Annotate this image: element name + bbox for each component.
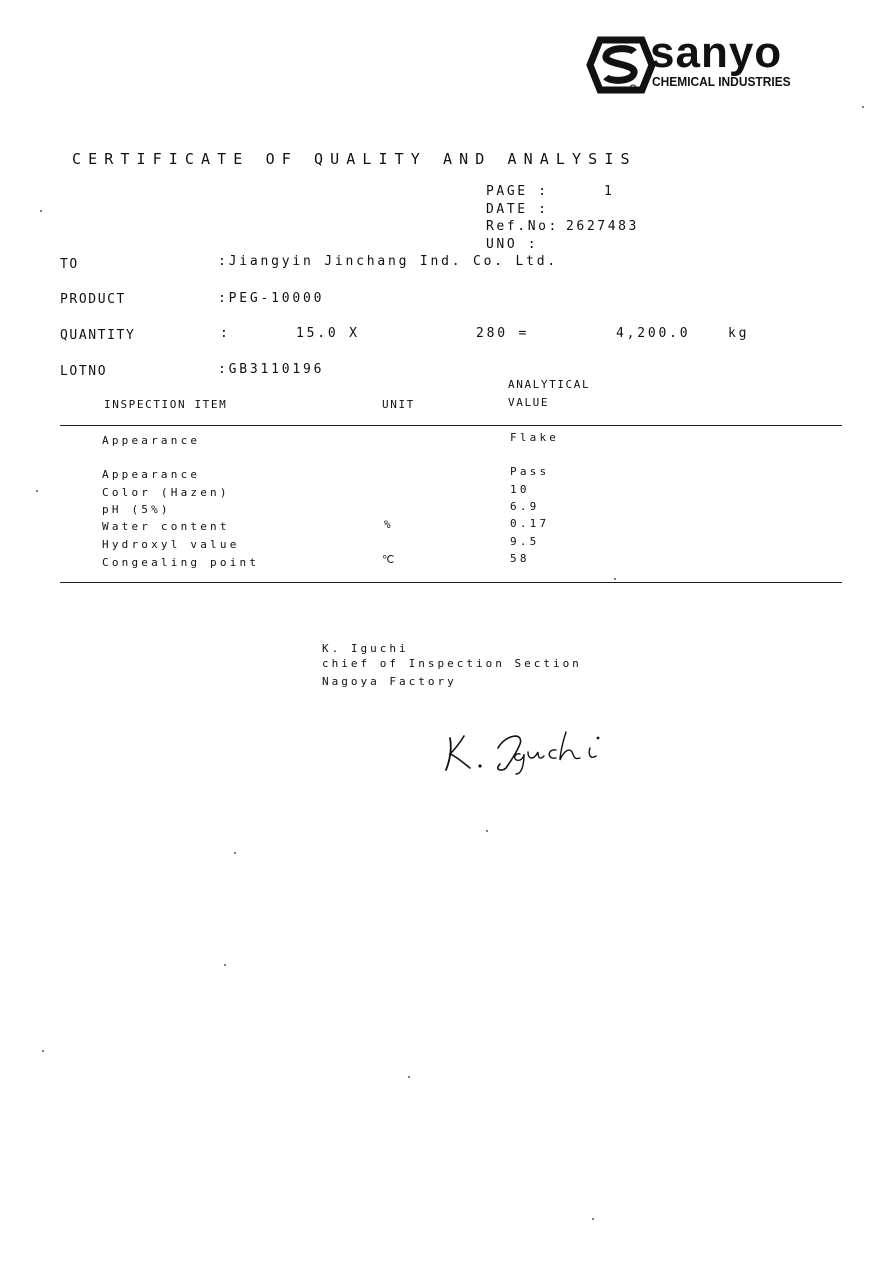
to-value: :Jiangyin Jinchang Ind. Co. Ltd.	[218, 254, 559, 269]
logo-subtitle: CHEMICAL INDUSTRIES	[652, 74, 791, 89]
table-bottom-rule	[60, 582, 842, 583]
scan-speck	[614, 578, 616, 580]
row-3-item: Color (Hazen)	[102, 486, 230, 499]
row-4-item: pH (5%)	[102, 503, 171, 516]
page-label: PAGE :	[486, 184, 549, 199]
row-5-unit: %	[384, 518, 394, 531]
scan-speck	[40, 210, 42, 212]
scan-speck	[36, 490, 38, 492]
row-1-item: Appearance	[102, 434, 201, 447]
row-3-value: 10	[510, 483, 530, 496]
scan-speck	[234, 852, 236, 854]
row-2-item: Appearance	[102, 468, 201, 481]
product-value: :PEG-10000	[218, 291, 325, 306]
header-analytical: ANALYTICAL	[508, 378, 591, 391]
ref-number: 2627483	[566, 219, 639, 234]
signatory-location: Nagoya Factory	[322, 675, 457, 688]
to-label: TO	[60, 257, 79, 272]
handwritten-signature	[440, 724, 624, 776]
ref-label: Ref.No:	[486, 219, 559, 234]
quantity-count: 280 =	[476, 326, 530, 341]
row-6-item: Hydroxyl value	[102, 538, 240, 551]
quantity-colon: :	[220, 326, 231, 341]
row-7-value: 58	[510, 552, 530, 565]
quantity-label: QUANTITY	[60, 328, 136, 343]
quantity-total: 4,200.0	[616, 326, 691, 341]
row-2-value: Pass	[510, 465, 550, 478]
table-top-rule	[60, 425, 842, 426]
row-4-value: 6.9	[510, 500, 540, 513]
row-7-unit: ℃	[382, 553, 398, 566]
header-inspection-item: INSPECTION ITEM	[104, 398, 228, 411]
lotno-value: :GB3110196	[218, 362, 325, 377]
row-6-value: 9.5	[510, 535, 540, 548]
lotno-label: LOTNO	[60, 364, 108, 379]
logo-wordmark: sanyo	[650, 28, 783, 77]
scan-speck	[408, 1076, 410, 1078]
scan-speck	[42, 1050, 44, 1052]
page-number: 1	[604, 184, 615, 199]
document-title: CERTIFICATE OF QUALITY AND ANALYSIS	[72, 150, 637, 168]
product-label: PRODUCT	[60, 292, 126, 307]
row-1-value: Flake	[510, 431, 560, 444]
quantity-factor: 15.0 X	[296, 326, 360, 341]
uno-label: UNO :	[486, 237, 539, 252]
row-5-value: 0.17	[510, 517, 550, 530]
header-unit: UNIT	[382, 398, 415, 411]
scan-speck	[486, 830, 488, 832]
signatory-name: K. Iguchi	[322, 642, 409, 655]
row-5-item: Water content	[102, 520, 230, 533]
signatory-position: chief of Inspection Section	[322, 657, 582, 670]
header-value: VALUE	[508, 396, 550, 409]
date-label: DATE :	[486, 202, 549, 217]
scan-speck	[224, 964, 226, 966]
row-7-item: Congealing point	[102, 556, 260, 569]
quantity-unit: kg	[728, 326, 750, 341]
scan-speck	[592, 1218, 594, 1220]
scan-speck	[862, 106, 864, 108]
